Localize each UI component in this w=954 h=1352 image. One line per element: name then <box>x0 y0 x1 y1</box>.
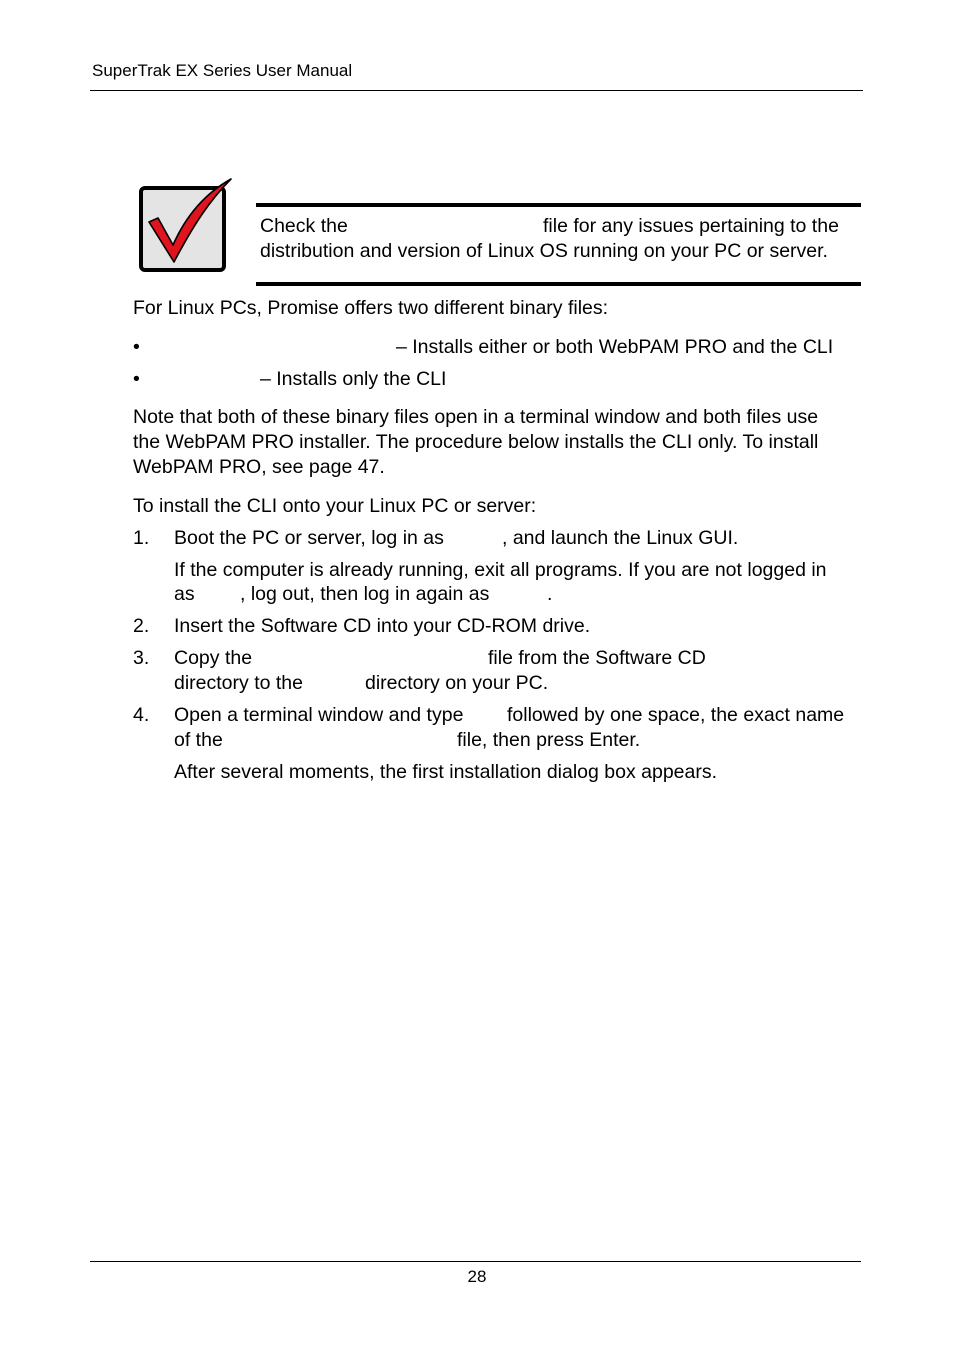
bullet-text: – Installs either or both WebPAM PRO and the CLI <box>396 336 834 358</box>
step-text: followed by one space, the exact name <box>507 704 845 726</box>
step-text: Boot the PC or server, log in as <box>174 527 444 549</box>
step-text: file from the Software CD <box>488 647 706 669</box>
note-bottom-rule <box>256 282 861 286</box>
step-number: 1. <box>133 527 150 549</box>
step-subtext: as <box>174 583 195 605</box>
step-text: of the <box>174 729 223 751</box>
header-title: SuperTrak EX Series User Manual <box>92 61 353 80</box>
note-text-continued: file for any issues pertaining to the <box>543 215 839 237</box>
step-text: , and launch the Linux GUI. <box>502 527 739 549</box>
header-rule <box>90 90 863 91</box>
page-number: 28 <box>467 1267 487 1286</box>
bullet-marker: • <box>133 336 140 358</box>
step-text: Open a terminal window and type <box>174 704 464 726</box>
step-subtext: If the computer is already running, exit all programs. If you are not logged in <box>174 559 827 581</box>
note-paragraph-line: WebPAM PRO, see page 47. <box>133 456 385 478</box>
note-top-rule <box>256 203 861 207</box>
step-number: 3. <box>133 647 150 669</box>
step-text: Copy the <box>174 647 253 669</box>
step-text: directory on your PC. <box>365 672 549 694</box>
note-text-start: Check the <box>260 215 348 237</box>
step-subtext: . <box>547 583 553 605</box>
step-number: 4. <box>133 704 150 726</box>
note-paragraph-line: Note that both of these binary files open in a terminal window and both files use <box>133 406 819 428</box>
checkmark-icon <box>138 178 234 274</box>
note-paragraph-line: the WebPAM PRO installer. The procedure below installs the CLI only. To install <box>133 431 819 453</box>
step-number: 2. <box>133 615 150 637</box>
footer-rule <box>90 1261 861 1262</box>
step-subtext: , log out, then log in again as <box>240 583 490 605</box>
intro-paragraph: For Linux PCs, Promise offers two different binary files: <box>133 297 609 319</box>
step-text: Insert the Software CD into your CD-ROM drive. <box>174 615 591 637</box>
bullet-marker: • <box>133 368 140 390</box>
step-text: directory to the <box>174 672 303 694</box>
procedure-intro: To install the CLI onto your Linux PC or server: <box>133 495 537 517</box>
step-subtext: After several moments, the first installation dialog box appears. <box>174 761 718 783</box>
bullet-text: – Installs only the CLI <box>260 368 447 390</box>
note-text-line2: distribution and version of Linux OS running on your PC or server. <box>260 240 828 262</box>
step-text: file, then press Enter. <box>457 729 641 751</box>
